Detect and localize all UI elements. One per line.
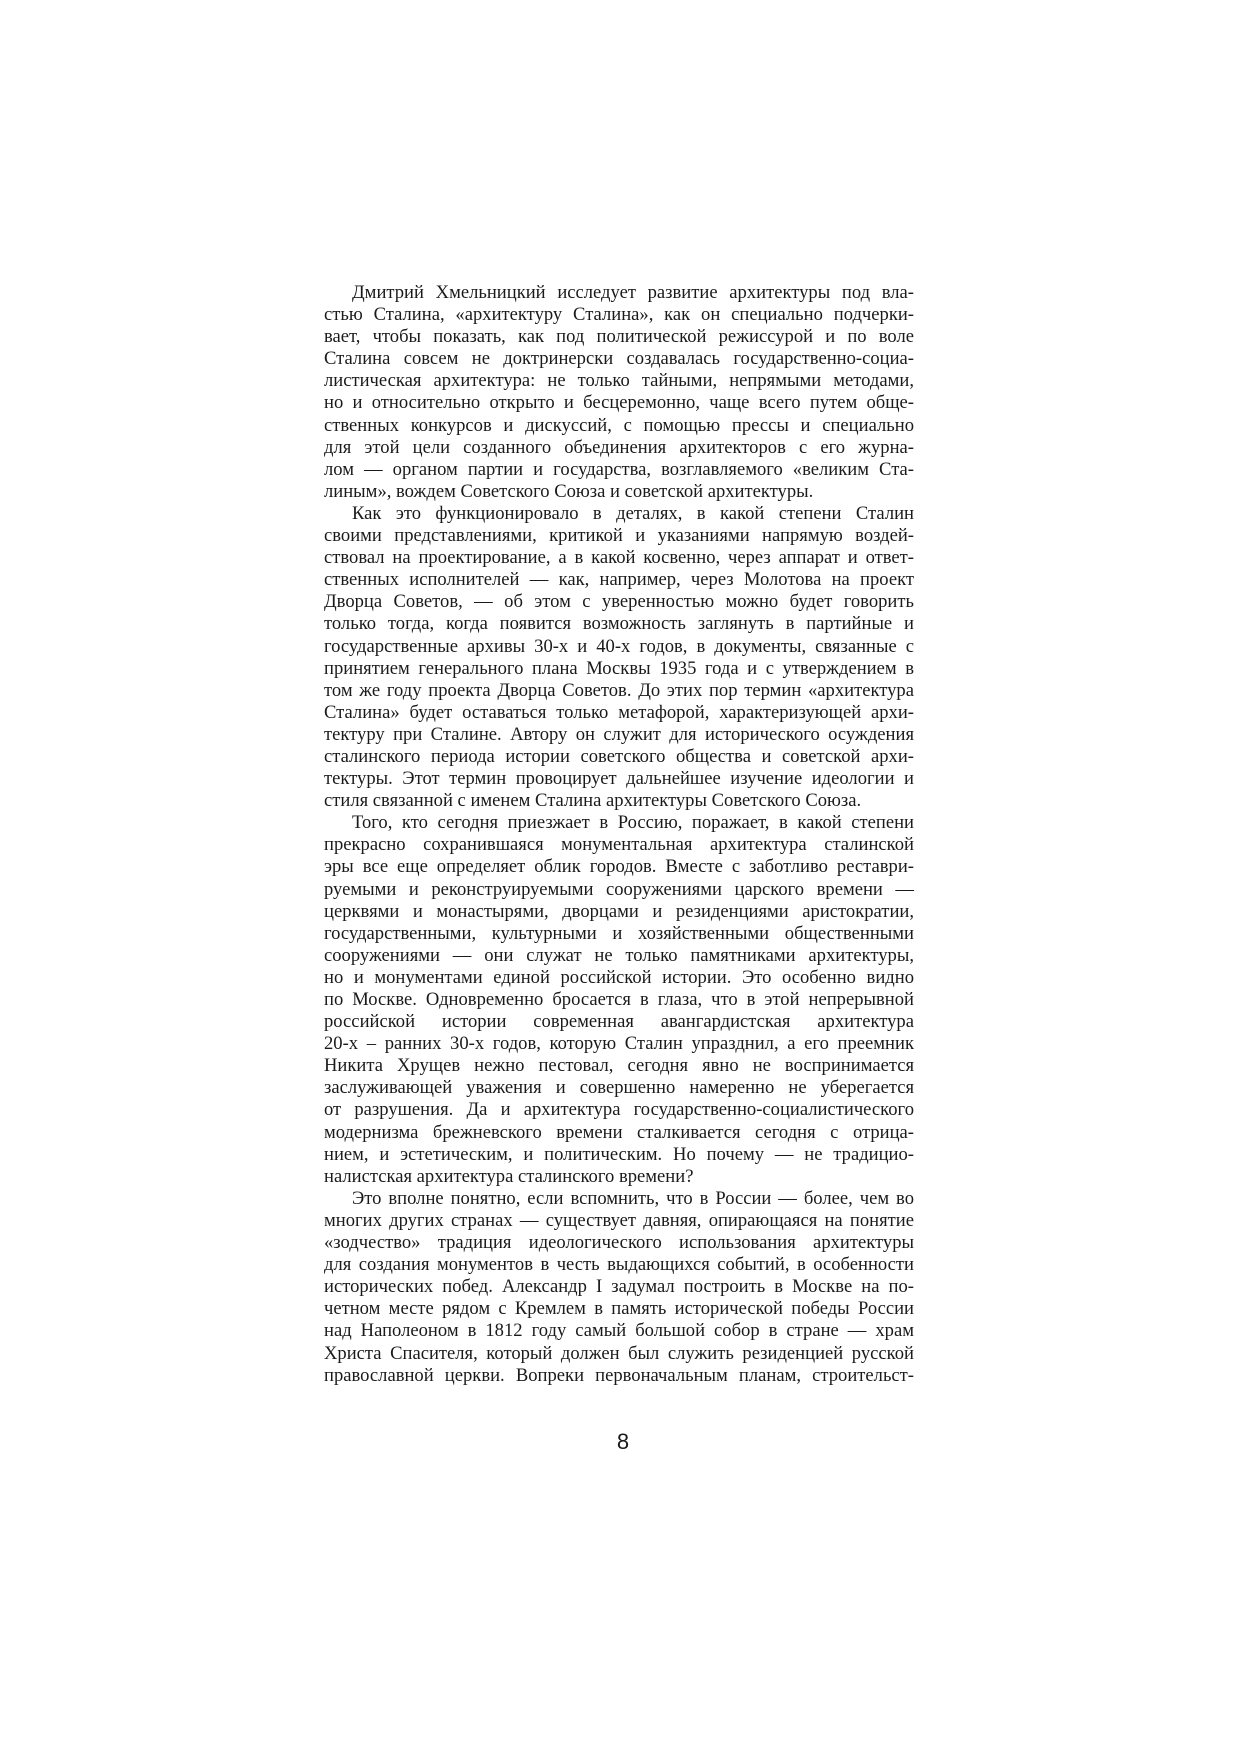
- text-line: налистская архитектура сталинского времени?: [324, 1165, 694, 1187]
- paragraph: [324, 282, 914, 503]
- text-line: сталинского периода истории советского общества и советской архи-: [324, 745, 914, 767]
- text-line: своими представлениями, критикой и указаниями напрямую воздей-: [324, 525, 914, 547]
- text-line: эры все еще определяет облик городов. Вместе с заботливо реставри-: [324, 856, 914, 878]
- text-line: тектуры. Этот термин провоцирует дальнейшее изучение идеологии и: [324, 768, 914, 790]
- paragraph: [324, 812, 914, 1188]
- text-line: исторических побед. Александр I задумал построить в Москве на по-: [324, 1276, 914, 1298]
- text-line: Сталина» будет оставаться только метафорой, характеризующей архи-: [324, 701, 914, 723]
- text-line: вает, чтобы показать, как под политической режиссурой и по воле: [324, 326, 914, 348]
- text-line: Дворца Советов, — об этом с уверенностью можно будет говорить: [324, 591, 914, 613]
- text-line: 20-х – ранних 30-х годов, которую Сталин упразднил, а его преемник: [324, 1033, 914, 1055]
- text-line: линым», вождем Советского Союза и советской архитектуры.: [324, 480, 814, 502]
- text-line: Это вполне понятно, если вспомнить, что в России — более, чем во: [352, 1187, 914, 1209]
- text-line: четном месте рядом с Кремлем в память исторической победы России: [324, 1298, 914, 1320]
- text-line: для создания монументов в честь выдающихся событий, в особенности: [324, 1254, 914, 1276]
- text-line: принятием генерального плана Москвы 1935 года и с утверждением в: [324, 657, 914, 679]
- text-line: Того, кто сегодня приезжает в Россию, поражает, в какой степени: [352, 812, 914, 834]
- body-text: [324, 282, 914, 1387]
- text-line: стиля связанной с именем Сталина архитектуры Советского Союза.: [324, 790, 862, 812]
- page-number: 8: [616, 1429, 630, 1454]
- text-line: тектуру при Сталине. Автору он служит для исторического осуждения: [324, 723, 914, 745]
- text-line: государственными, культурными и хозяйственными общественными: [324, 922, 914, 944]
- text-line: но и относительно открыто и бесцеремонно, чаще всего путем обще-: [324, 392, 914, 414]
- text-line: нием, и эстетическим, и политическим. Но почему — не традицио-: [324, 1143, 914, 1165]
- text-line: многих других странах — существует давняя, опирающаяся на понятие: [324, 1209, 914, 1231]
- text-line: для этой цели созданного объединения архитекторов с его журна-: [324, 436, 914, 458]
- text-line: Никита Хрущев нежно пестовал, сегодня явно не воспринимается: [324, 1055, 914, 1077]
- text-line: Дмитрий Хмельницкий исследует развитие архитектуры под вла-: [352, 282, 914, 303]
- text-line: руемыми и реконструируемыми сооружениями царского времени —: [324, 878, 914, 900]
- text-line: том же году проекта Дворца Советов. До этих пор термин «архитектура: [324, 679, 914, 701]
- text-line: «зодчество» традиция идеологического использования архитектуры: [324, 1232, 914, 1254]
- text-line: сооружениями — они служат не только памятниками архитектуры,: [324, 944, 914, 966]
- text-line: но и монументами единой российской истории. Это особенно видно: [324, 966, 914, 988]
- text-line: от разрушения. Да и архитектура государственно-социалистического: [324, 1099, 914, 1121]
- text-line: только тогда, когда появится возможность заглянуть в партийные и: [324, 613, 914, 635]
- text-line: церквями и монастырями, дворцами и резиденциями аристократии,: [324, 900, 914, 922]
- text-line: лом — органом партии и государства, возглавляемого «великим Ста-: [324, 458, 914, 480]
- text-line: Сталина совсем не доктринерски создавалась государственно-социа-: [324, 348, 914, 370]
- text-line: над Наполеоном в 1812 году самый большой собор в стране — храм: [324, 1320, 914, 1342]
- text-line: стью Сталина, «архитектуру Сталина», как он специально подчерки-: [324, 304, 914, 326]
- text-line: Христа Спасителя, который должен был служить резиденцией русской: [324, 1342, 914, 1364]
- text-line: заслуживающей уважения и совершенно намеренно не уберегается: [324, 1077, 914, 1099]
- text-line: по Москве. Одновременно бросается в глаза, что в этой непрерывной: [324, 989, 914, 1010]
- text-line: листическая архитектура: не только тайными, непрямыми методами,: [324, 370, 914, 392]
- text-line: ствовал на проектирование, а в какой косвенно, через аппарат и ответ-: [324, 547, 914, 569]
- paragraph: [324, 1188, 914, 1387]
- text-line: российской истории современная авангардистская архитектура: [324, 1011, 914, 1033]
- paragraph: [324, 503, 914, 812]
- text-line: Как это функционировало в деталях, в какой степени Сталин: [352, 502, 914, 524]
- text-line: православной церкви. Вопреки первоначальным планам, строительст-: [324, 1364, 914, 1386]
- text-line: ственных исполнителей — как, например, через Молотова на проект: [324, 569, 914, 591]
- text-line: ственных конкурсов и дискуссий, с помощью прессы и специально: [324, 414, 914, 436]
- text-line: прекрасно сохранившаяся монументальная архитектура сталинской: [324, 834, 914, 856]
- text-line: государственные архивы 30-х и 40-х годов, в документы, связанные с: [324, 635, 914, 657]
- text-line: модернизма брежневского времени сталкивается сегодня с отрица-: [324, 1121, 914, 1143]
